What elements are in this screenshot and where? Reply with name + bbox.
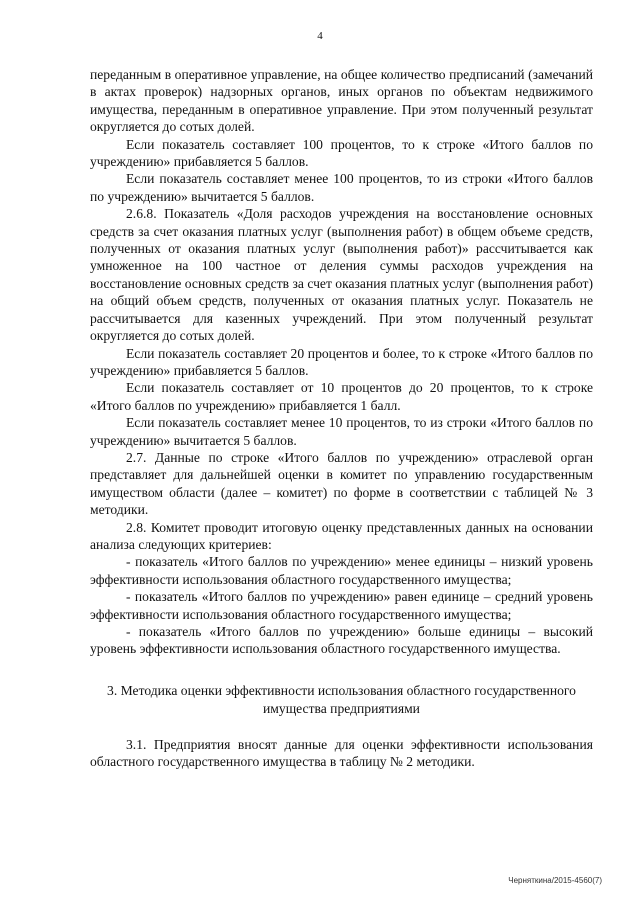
paragraph: Если показатель составляет 100 процентов, то к строке «Итого баллов по учреждению» прибавляется 5 баллов. xyxy=(90,136,593,170)
section-heading: 3. Методика оценки эффективности использования областного государственного имущества предприятиями xyxy=(107,682,576,716)
paragraph: - показатель «Итого баллов по учреждению» больше единицы – высокий уровень эффективности использования областного государственного имущества. xyxy=(90,624,593,657)
document-footer-code: Черняткина/2015-4560(7) xyxy=(508,876,602,885)
paragraph: 2.8. Комитет проводит итоговую оценку представленных данных на основании анализа следующих критериев: xyxy=(90,519,593,552)
paragraph: Если показатель составляет от 10 процентов до 20 процентов, то к строке «Итого баллов по учреждению» прибавляется 1 балл. xyxy=(90,380,593,413)
paragraph: Если показатель составляет 20 процентов и более, то к строке «Итого баллов по учреждению» прибавляется 5 баллов. xyxy=(90,345,593,378)
paragraph: 2.6.8. Показатель «Доля расходов учреждения на восстановление основных средств за счет оказания платных услуг (выполнения работ) в общем объеме средств, полученных от оказания платных услуг (выполнения работ)» рассчитывается как умноженное на 100 частное от деления суммы расходов учреждения на восстановление основных средств за счет оказания платных услуг (выполнения работ) на общий объем средств, полученных от оказания платных услуг. Показатель не рассчитывается для казенных учреждений. При этом полученный результат округляется до сотых долей. xyxy=(90,206,593,344)
page-number: 4 xyxy=(317,30,323,42)
document-body xyxy=(90,66,593,771)
paragraph: - показатель «Итого баллов по учреждению» менее единицы – низкий уровень эффективности использования областного государственного имущества; xyxy=(90,554,593,587)
paragraph: 3.1. Предприятия вносят данные для оценки эффективности использования областного государственного имущества в таблицу № 2 методики. xyxy=(90,736,593,770)
paragraph: Если показатель составляет менее 10 процентов, то из строки «Итого баллов по учреждению» вычитается 5 баллов. xyxy=(90,415,593,448)
paragraph: 2.7. Данные по строке «Итого баллов по учреждению» отраслевой орган представляет для дальнейшей оценки в комитет по управлению государственным имуществом области (далее – комитет) по форме в соответствии с таблицей № 3 методики. xyxy=(90,449,593,518)
paragraph: переданным в оперативное управление, на общее количество предписаний (замечаний в актах проверок) надзорных органов, иных органов по объектам недвижимого имущества, переданным в оперативное управление. При этом полученный результат округляется до сотых долей. xyxy=(90,67,593,135)
paragraph: - показатель «Итого баллов по учреждению» равен единице – средний уровень эффективности использования областного государственного имущества; xyxy=(90,589,593,622)
paragraph: Если показатель составляет менее 100 процентов, то из строки «Итого баллов по учреждению» вычитается 5 баллов. xyxy=(90,171,593,204)
